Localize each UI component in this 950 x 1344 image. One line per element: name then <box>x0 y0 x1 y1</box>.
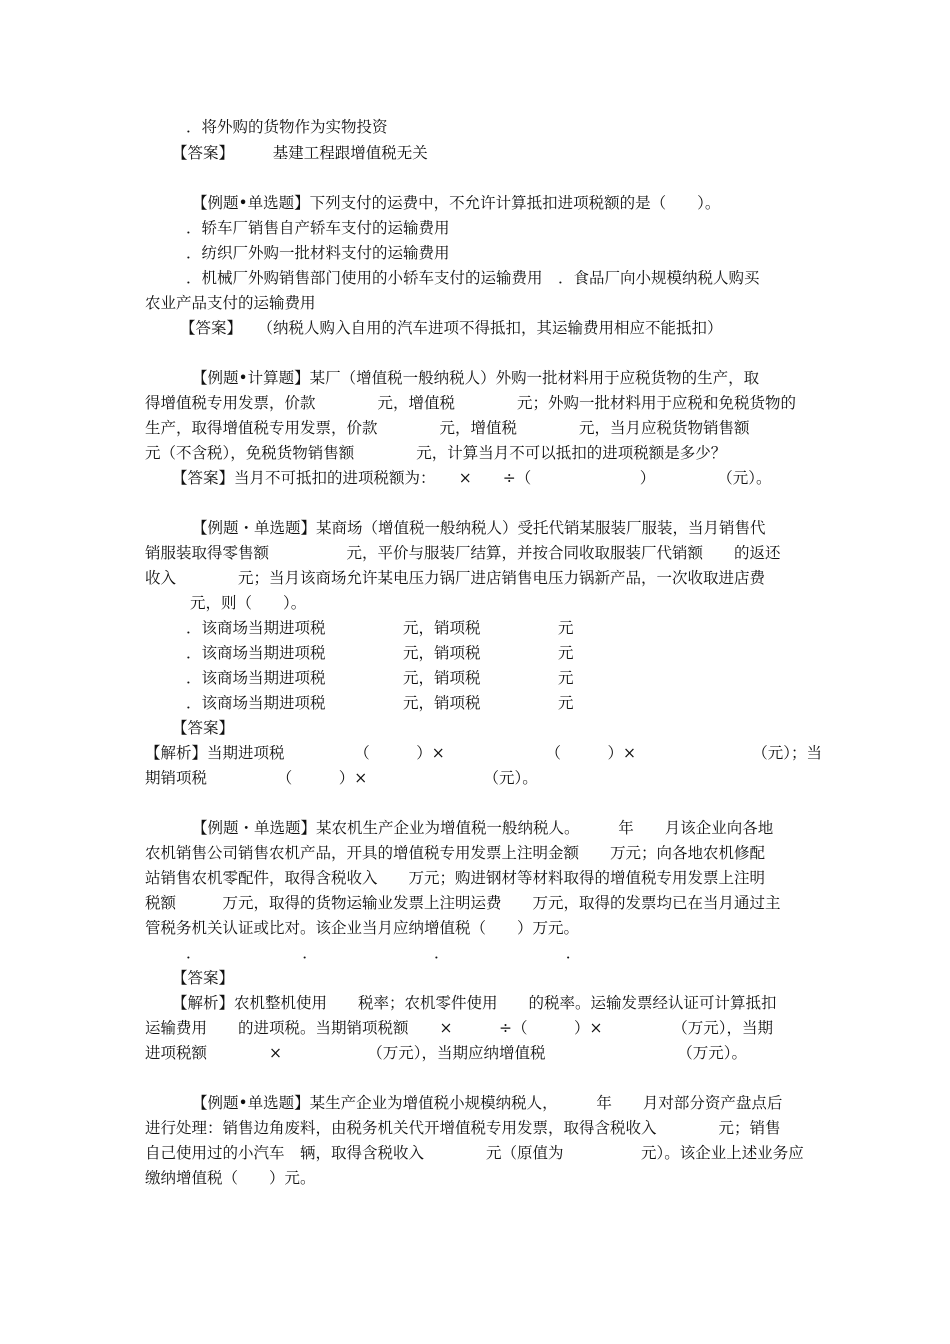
q4-analysis-2: 期销项税 （ ）× （元）。 <box>145 769 538 787</box>
q5-line-1: 【例题・单选题】某农机生产企业为增值税一般纳税人。 年 月该企业向各地 <box>192 819 774 837</box>
q4-line-4: 元，则（ ）。 <box>190 594 307 612</box>
q6-line-3: 自己使用过的小汽车 辆，取得含税收入 元（原值为 元）。该企业上述业务应 <box>145 1144 804 1162</box>
q4-option: ．该商场当期进项税 元，销项税 元 <box>186 694 574 712</box>
q2-option-c-d: ．机械厂外购销售部门使用的小轿车支付的运输费用 ．食品厂向小规模纳税人购买 <box>186 269 760 287</box>
q4-answer: 【答案】 <box>172 719 235 737</box>
q4-option: ．该商场当期进项税 元，销项税 元 <box>186 644 574 662</box>
q3-line-2: 得增值税专用发票，价款 元，增值税 元；外购一批材料用于应税和免税货物的 <box>145 394 797 412</box>
q4-line-3: 收入 元；当月该商场允许某电压力锅厂进店销售电压力锅新产品，一次收取进店费 <box>145 569 766 587</box>
q4-analysis-1: 【解析】当期进项税 （ ）× （ ）× （元）；当 <box>145 744 822 762</box>
q5-answer: 【答案】 <box>172 969 235 987</box>
q4-option: ．该商场当期进项税 元，销项税 元 <box>186 669 574 687</box>
q5-line-3: 站销售农机零配件，取得含税收入 万元；购进钢材等材料取得的增值税专用发票上注明 <box>145 869 766 887</box>
q5-analysis-3: 进项税额 × （万元），当期应纳增值税 （万元）。 <box>145 1044 747 1062</box>
q5-options: ． ． ． ． <box>186 944 582 962</box>
q4-line-1: 【例题・单选题】某商场（增值税一般纳税人）受托代销某服装厂服装，当月销售代 <box>192 519 766 537</box>
q2-option-a: ．轿车厂销售自产轿车支付的运输费用 <box>186 219 450 237</box>
q3-line-4: 元（不含税），免税货物销售额 元，计算当月不可以抵扣的进项税额是多少？ <box>145 444 727 462</box>
q5-line-5: 管税务机关认证或比对。该企业当月应纳增值税（ ）万元。 <box>145 919 580 937</box>
q1-answer: 【答案】 基建工程跟增值税无关 <box>172 144 428 162</box>
q4-option: ．该商场当期进项税 元，销项税 元 <box>186 619 574 637</box>
q4-line-2: 销服装取得零售额 元，平价与服装厂结算，并按合同收取服装厂代销额 的返还 <box>145 544 781 562</box>
q5-line-4: 税额 万元，取得的货物运输业发票上注明运费 万元，取得的发票均已在当月通过主 <box>145 894 781 912</box>
q1-option-d: ．将外购的货物作为实物投资 <box>186 118 388 136</box>
q2-stem: 【例题•单选题】下列支付的运费中，不允许计算抵扣进项税额的是（ ）。 <box>192 194 721 212</box>
q6-line-4: 缴纳增值税（ ）元。 <box>145 1169 316 1187</box>
q6-line-2: 进行处理：销售边角废料，由税务机关代开增值税专用发票，取得含税收入 元；销售 <box>145 1119 781 1137</box>
q3-line-1: 【例题•计算题】某厂（增值税一般纳税人）外购一批材料用于应税货物的生产，取 <box>192 369 760 387</box>
q3-answer: 【答案】当月不可抵扣的进项税额为： × ÷（ ） （元）。 <box>172 469 772 487</box>
q6-line-1: 【例题•单选题】某生产企业为增值税小规模纳税人， 年 月对部分资产盘点后 <box>192 1094 783 1112</box>
q5-analysis-2: 运输费用 的进项税。当期销项税额 × ÷（ ）× （万元），当期 <box>145 1019 773 1037</box>
q2-option-b: ．纺织厂外购一批材料支付的运输费用 <box>186 244 450 262</box>
q2-option-d-cont: 农业产品支付的运输费用 <box>145 294 316 312</box>
q5-line-2: 农机销售公司销售农机产品，开具的增值税专用发票上注明金额 万元；向各地农机修配 <box>145 844 766 862</box>
q2-answer: 【答案】 （纳税人购入自用的汽车进项不得抵扣，其运输费用相应不能抵扣） <box>180 319 723 337</box>
q5-analysis-1: 【解析】农机整机使用 税率；农机零件使用 的税率。运输发票经认证可计算抵扣 <box>172 994 777 1012</box>
q3-line-3: 生产，取得增值税专用发票，价款 元，增值税 元，当月应税货物销售额 <box>145 419 750 437</box>
